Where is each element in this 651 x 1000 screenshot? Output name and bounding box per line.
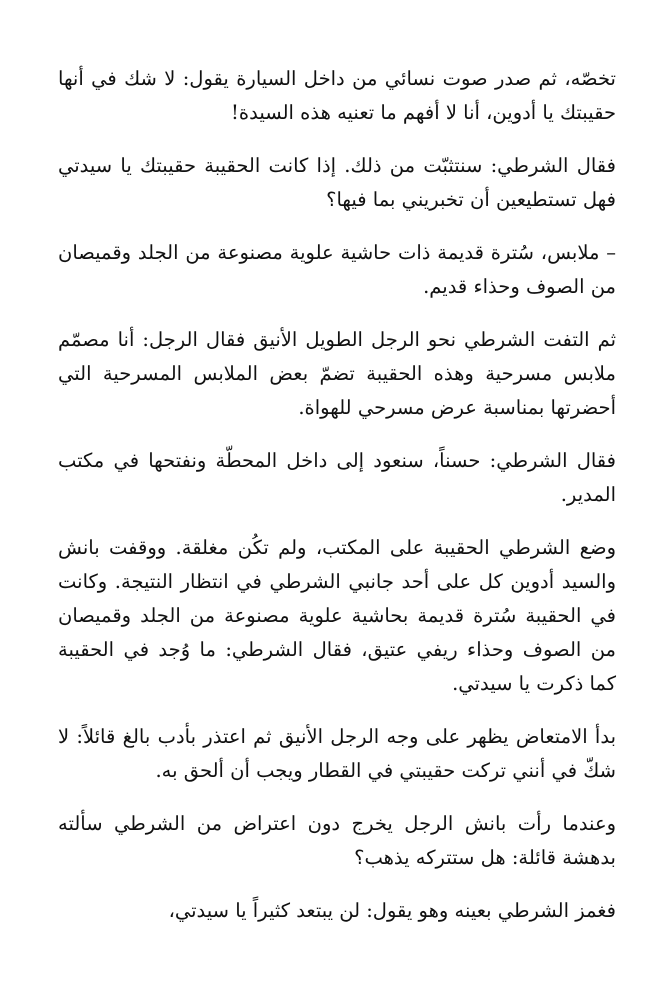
book-page — [58, 62, 616, 928]
paragraph-7: بدأ الامتعاض يظهر على وجه الرجل الأنيق ثم اعتذر بأدب بالغ قائلاً: لا شكّ في أنني تركت حقيبتي في القطار ويجب أن ألحق به. — [58, 725, 616, 782]
paragraph-3: – ملابس، سُترة قديمة ذات حاشية علوية مصنوعة من الجلد وقميصان من الصوف وحذاء قديم. — [58, 241, 616, 298]
paragraph-2: فقال الشرطي: سنتثبّت من ذلك. إذا كانت الحقيبة حقيبتك يا سيدتي فهل تستطيعين أن تخبريني بما فيها؟ — [58, 154, 616, 211]
paragraph-9: فغمز الشرطي بعينه وهو يقول: لن يبتعد كثيراً يا سيدتي، — [168, 899, 616, 922]
paragraph-8: وعندما رأت بانش الرجل يخرج دون اعتراض من الشرطي سألته بدهشة قائلة: هل ستتركه يذهب؟ — [58, 812, 616, 869]
paragraph-4: ثم التفت الشرطي نحو الرجل الطويل الأنيق فقال الرجل: أنا مصمّم ملابس مسرحية وهذه الحقيبة تضمّ بعض الملابس المسرحية التي أحضرتها بمناسبة عرض مسرحي للهواة. — [58, 328, 616, 419]
paragraph-6: وضع الشرطي الحقيبة على المكتب، ولم تكُن مغلقة. ووقفت بانش والسيد أدوين كل على أحد جانبي الشرطي في انتظار النتيجة. وكانت في الحقيبة سُترة قديمة بحاشية علوية مصنوعة من الجلد وقميصان من الصوف وحذاء ريفي عتيق، فقال الشرطي: ما وُجد في الحقيبة كما ذكرت يا سيدتي. — [58, 536, 616, 695]
paragraph-1: تخصّه، ثم صدر صوت نسائي من داخل السيارة يقول: لا شك في أنها حقيبتك يا أدوين، أنا لا أفهم ما تعنيه هذه السيدة! — [58, 67, 616, 124]
paragraph-5: فقال الشرطي: حسناً، سنعود إلى داخل المحطّة ونفتحها في مكتب المدير. — [58, 449, 616, 506]
